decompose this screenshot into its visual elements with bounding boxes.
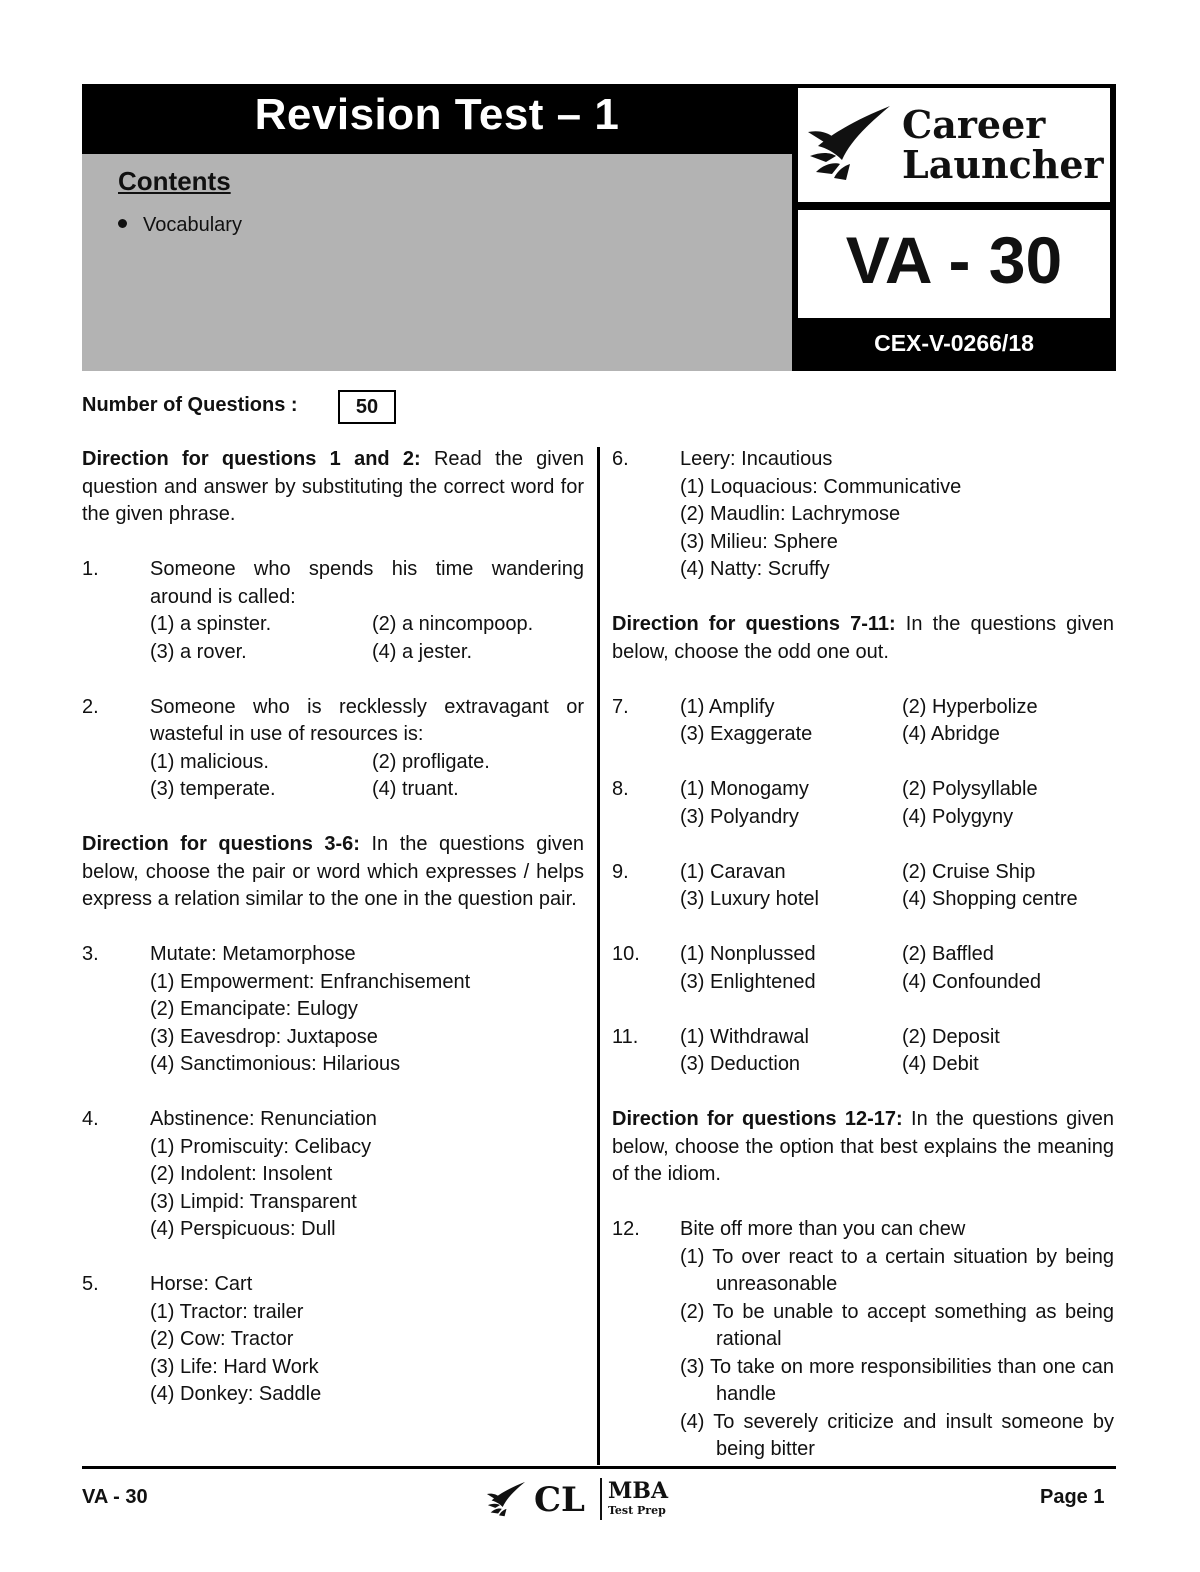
direction-1-2	[82, 446, 584, 529]
direction-12-17	[612, 1106, 1114, 1189]
option: (1) Tractor: trailer	[150, 1300, 304, 1323]
question-10	[612, 941, 1114, 996]
option: (1) Loquacious: Communicative	[680, 475, 962, 498]
option: (3) Life: Hard Work	[150, 1355, 319, 1378]
question-3	[82, 941, 584, 1079]
option: (4) Debit	[902, 1053, 979, 1075]
question-text: Leery: Incautious	[680, 448, 833, 470]
footer-logo-divider	[600, 1478, 602, 1520]
option: (4) To severely criticize and insult someone by being bitter	[680, 1410, 1114, 1460]
option: (4) Natty: Scruffy	[680, 558, 830, 580]
option: (1) To over react to a certain situation by being unreasonable	[680, 1245, 1114, 1295]
option: (1) Nonplussed	[680, 943, 816, 965]
question-1	[82, 556, 584, 666]
option: (2) Hyperbolize	[902, 695, 1038, 718]
option: (4) truant.	[372, 778, 459, 800]
contents-heading: Contents	[118, 166, 231, 196]
num-questions-label: Number of Questions :	[82, 394, 298, 416]
question-text: Abstinence: Renunciation	[150, 1108, 377, 1130]
option: (3) Luxury hotel	[680, 888, 819, 910]
direction-text: In the questions given below, choose the pair or word which expresses / helps express a relation similar to the one in the question pair.	[82, 833, 585, 910]
question-9	[612, 859, 1114, 914]
question-number: 2.	[82, 695, 99, 718]
footer-logo	[484, 1476, 674, 1526]
career-launcher-logo	[798, 88, 1110, 202]
footer-logo-cl: CL	[534, 1480, 585, 1520]
module-code: CEX-V-0266/18	[874, 330, 1034, 356]
option: (1) Caravan	[680, 860, 786, 883]
num-questions-value: 50	[338, 390, 396, 424]
question-7	[612, 694, 1114, 749]
option: (1) Withdrawal	[680, 1025, 809, 1048]
option: (2) Baffled	[902, 943, 994, 965]
option: (1) Amplify	[680, 695, 775, 718]
direction-7-11	[612, 611, 1114, 666]
footer-logo-mba: MBA	[608, 1478, 669, 1504]
question-11	[612, 1024, 1114, 1079]
contents-item	[118, 214, 242, 237]
option: (2) Polysyllable	[902, 778, 1038, 800]
question-4	[82, 1106, 584, 1244]
option: (4) Abridge	[902, 723, 1000, 745]
question-number: 5.	[82, 1273, 99, 1295]
right-column	[612, 446, 1114, 1491]
logo-launcher: Launcher	[902, 142, 1104, 187]
question-8	[612, 776, 1114, 831]
question-text: Bite off more than you can chew	[680, 1218, 966, 1240]
direction-label: Direction for questions 1 and 2:	[82, 448, 421, 470]
option: (2) Deposit	[902, 1025, 1000, 1048]
question-text: Someone who is recklessly extravagant or wasteful in use of resources is:	[150, 695, 584, 745]
question-number: 1.	[82, 558, 99, 580]
question-number: 7.	[612, 695, 629, 718]
option: (4) Perspicuous: Dull	[150, 1218, 336, 1240]
option: (1) malicious.	[150, 750, 269, 773]
direction-text: In the questions given below, choose the odd one out.	[612, 613, 1114, 663]
direction-label: Direction for questions 7-11:	[612, 613, 896, 635]
option: (2) Indolent: Insolent	[150, 1163, 333, 1185]
direction-text: Read the given question and answer by substituting the correct word for the given phrase.	[82, 448, 584, 525]
option: (3) Deduction	[680, 1053, 801, 1075]
option: (2) profligate.	[372, 750, 490, 773]
question-2	[82, 694, 584, 804]
option: (3) a rover.	[150, 640, 247, 663]
option: (2) Cow: Tractor	[150, 1328, 294, 1350]
option: (3) To take on more responsibilities than one can handle	[680, 1355, 1114, 1405]
page-number: Page 1	[1040, 1486, 1105, 1508]
option: (4) Sanctimonious: Hilarious	[150, 1053, 401, 1075]
question-number: 12.	[612, 1218, 640, 1240]
option: (4) a jester.	[372, 640, 473, 663]
footer-module: VA - 30	[82, 1486, 148, 1508]
option: (3) Eavesdrop: Juxtapose	[150, 1025, 378, 1048]
direction-label: Direction for questions 12-17:	[612, 1108, 903, 1130]
option: (2) Maudlin: Lachrymose	[680, 503, 901, 525]
footer-logo-testprep: Test Prep	[608, 1504, 666, 1517]
option: (1) Empowerment: Enfranchisement	[150, 970, 471, 993]
option: (3) temperate.	[150, 778, 276, 800]
question-number: 4.	[82, 1108, 99, 1130]
option: (3) Milieu: Sphere	[680, 530, 838, 553]
question-number: 8.	[612, 778, 629, 800]
option: (2) a nincompoop.	[372, 613, 534, 635]
logo-career: Career	[902, 102, 1046, 147]
left-column	[82, 446, 584, 1436]
option: (4) Shopping centre	[902, 888, 1078, 910]
page-title: Revision Test – 1	[254, 90, 620, 139]
question-5	[82, 1271, 584, 1409]
question-text: Mutate: Metamorphose	[150, 943, 356, 965]
swoosh-logo-icon	[804, 102, 894, 188]
option: (3) Enlightened	[680, 970, 816, 993]
option: (4) Polygyny	[902, 805, 1014, 828]
option: (2) To be unable to accept something as being rational	[680, 1300, 1114, 1350]
option: (4) Donkey: Saddle	[150, 1383, 322, 1405]
column-divider	[597, 447, 600, 1465]
direction-text: In the questions given below, choose the option that best explains the meaning of the idiom.	[612, 1108, 1114, 1185]
question-text: Horse: Cart	[150, 1273, 253, 1295]
question-text: Someone who spends his time wandering around is called:	[150, 558, 584, 608]
option: (2) Emancipate: Eulogy	[150, 998, 358, 1020]
option: (3) Polyandry	[680, 805, 799, 828]
footer-rule	[82, 1466, 1116, 1469]
question-number: 6.	[612, 448, 629, 470]
question-6	[612, 446, 1114, 584]
option: (3) Exaggerate	[680, 723, 813, 745]
question-number: 3.	[82, 943, 99, 965]
option: (1) a spinster.	[150, 613, 272, 635]
option: (1) Monogamy	[680, 778, 809, 800]
contents-item-label: Vocabulary	[143, 214, 242, 236]
option: (2) Cruise Ship	[902, 860, 1036, 883]
direction-label: Direction for questions 3-6:	[82, 833, 360, 855]
option: (4) Confounded	[902, 970, 1041, 993]
module-number: VA - 30	[845, 223, 1063, 297]
option: (1) Promiscuity: Celibacy	[150, 1135, 372, 1158]
swoosh-logo-icon	[484, 1480, 528, 1520]
question-number: 9.	[612, 860, 629, 883]
question-number: 11.	[612, 1025, 639, 1048]
bullet-icon	[118, 219, 127, 228]
question-number: 10.	[612, 943, 640, 965]
direction-3-6	[82, 831, 584, 914]
question-12	[612, 1216, 1114, 1464]
option: (3) Limpid: Transparent	[150, 1190, 357, 1213]
